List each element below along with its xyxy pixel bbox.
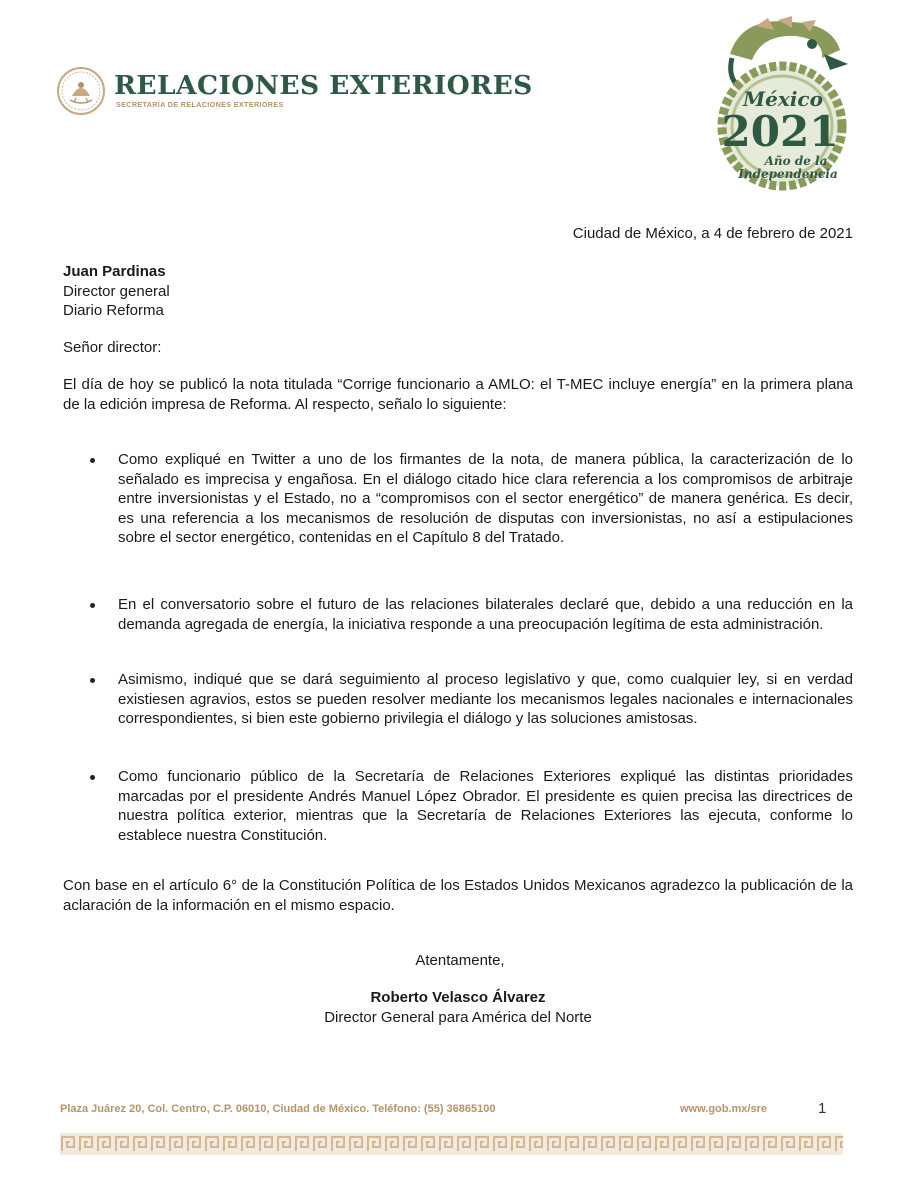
list-item	[63, 450, 853, 548]
sre-logo	[56, 66, 533, 118]
institution-title: RELACIONES EXTERIORES	[114, 70, 533, 101]
salutation: Señor director:	[63, 339, 162, 356]
list-item	[63, 595, 853, 634]
institution-subtitle: SECRETARÍA DE RELACIONES EXTERIORES	[116, 100, 284, 109]
bullet-icon	[90, 458, 95, 463]
footer-website: www.gob.mx/sre	[680, 1103, 768, 1115]
badge-country: México	[743, 87, 823, 111]
badge-motto-line1: Año de la	[764, 154, 828, 168]
bullet-icon	[90, 603, 95, 608]
point-text: Asimismo, indiqué que se dará seguimiento al proceso legislativo y que, como cualquier ley, si en verdad existiesen agravios, estos se pueden resolver mediante los mecanismos legales nacionales e internacionales correspondientes, si bien este gobierno privilegia el diálogo y las soluciones amistosas.	[118, 671, 853, 727]
national-seal-icon	[56, 66, 106, 116]
badge-year: 2021	[721, 107, 839, 156]
signer-name: Roberto Velasco Álvarez	[370, 989, 546, 1006]
point-text: En el conversatorio sobre el futuro de las relaciones bilaterales declaré que, debido a una reducción en la demanda agregada de energía, la iniciativa responde a una preocupación legítima de esta administración.	[118, 596, 853, 633]
list-item	[63, 767, 853, 845]
page-number: 1	[818, 1100, 827, 1117]
badge-motto-line2: Independencia	[738, 167, 838, 181]
recipient-block	[63, 262, 170, 321]
decorative-footer-band	[60, 1133, 843, 1155]
point-text: Como expliqué en Twitter a uno de los firmantes de la nota, de manera pública, la caracterización de lo señalado es imprecisa y engañosa. En el diálogo citado hice clara referencia a los compromisos de arbitraje entre inversionistas y el Estado, no a “compromisos con el sector energético” de manera genérica. Es decir, es una referencia a los mecanismos de resolución de disputas con inversionistas, no así a estipulaciones sobre el sector energético, contenidas en el Capítulo 8 del Tratado.	[118, 451, 853, 546]
signature-block	[0, 988, 916, 1027]
recipient-name: Juan Pardinas	[63, 263, 166, 280]
recipient-title: Director general	[63, 282, 170, 300]
footer-address: Plaza Juárez 20, Col. Centro, C.P. 06010, Ciudad de México. Teléfono: (55) 36865100	[60, 1103, 496, 1115]
letter-date: Ciudad de México, a 4 de febrero de 2021	[572, 225, 853, 242]
bullet-icon	[90, 678, 95, 683]
bullet-icon	[90, 775, 95, 780]
signer-title: Director General para América del Norte	[324, 1008, 592, 1026]
list-item	[63, 670, 853, 729]
recipient-organization: Diario Reforma	[63, 302, 164, 319]
farewell: Atentamente,	[415, 952, 505, 969]
intro-paragraph: El día de hoy se publicó la nota titulada “Corrige funcionario a AMLO: el T-MEC incluye energía” en la primera plana de la edición impresa de Reforma. Al respecto, señalo lo siguiente:	[63, 376, 853, 413]
point-text: Como funcionario público de la Secretaría de Relaciones Exteriores expliqué las distintas prioridades marcadas por el presidente Andrés Manuel López Obrador. El presidente es quien precisa las directrices de nuestra política exterior, mientras que la Secretaría de Relaciones Exteriores las ejecuta, conforme lo establece nuestra Constitución.	[118, 768, 853, 844]
independence-year-badge	[712, 14, 852, 194]
closing-paragraph: Con base en el artículo 6° de la Constitución Política de los Estados Unidos Mexicanos agradezco la publicación de la aclaración de la información en el mismo espacio.	[63, 877, 853, 914]
